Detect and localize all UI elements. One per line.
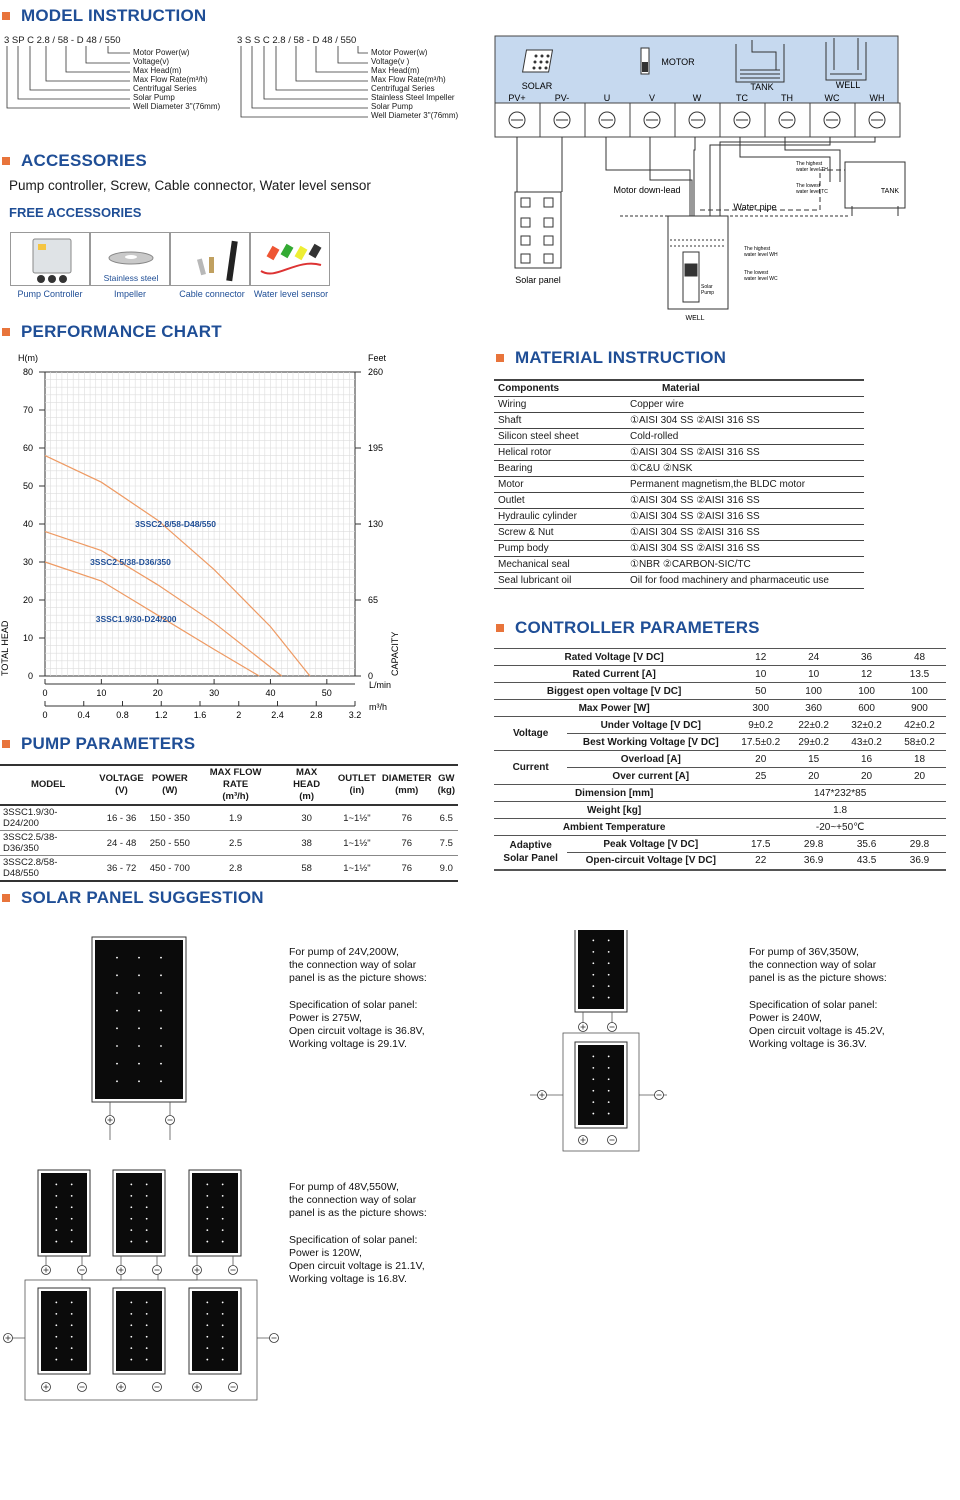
minus-terminal-icon	[608, 1023, 617, 1032]
series-label: 3SSC1.9/30-D24/200	[95, 614, 177, 624]
table-cell: Seal lubricant oil	[494, 573, 626, 589]
table-row	[494, 509, 864, 525]
table-cell: ①AISI 304 SS ②AISI 316 SS	[626, 445, 864, 461]
ctl-cell: 35.6	[840, 836, 893, 853]
table-cell: Permanent magnetism,the BLDC motor	[626, 477, 864, 493]
ctl-cell: 43±0.2	[840, 734, 893, 751]
ctl-cell: 600	[840, 700, 893, 717]
y2-tick-label: 65	[368, 595, 379, 605]
wiring-water-pipe-label: Water pipe	[733, 202, 777, 212]
x-tick-label: 10	[96, 688, 107, 698]
x2-tick-label: 2	[236, 710, 242, 718]
minus-terminal-icon	[655, 1091, 664, 1100]
y2-tick-label: 195	[368, 443, 384, 453]
table-cell: 76	[401, 812, 413, 824]
x-tick-label: 40	[265, 688, 276, 698]
table-cell: ①C&U ②NSK	[626, 461, 864, 477]
ctl-cell: 22	[734, 853, 787, 870]
ctl-ambient-value: -20~+50℃	[734, 819, 946, 836]
wiring-tank-box-label: TANK	[880, 188, 900, 195]
table-cell: Bearing	[494, 461, 626, 477]
y-tick-label: 60	[22, 443, 33, 453]
solar-icon	[523, 50, 553, 72]
ctl-rated-voltage-label: Rated Voltage [V DC]	[494, 649, 734, 666]
ctl-cell: 29.8	[893, 836, 946, 853]
y-tick-label: 30	[22, 557, 33, 567]
wiring-tank-high-label: The highest water level TH	[796, 161, 828, 173]
series-label: 3SSC2.5/38-D36/350	[90, 557, 171, 567]
x-tick-label: 20	[152, 688, 163, 698]
wiring-solar-label: SOLAR	[521, 81, 553, 91]
x2-tick-label: 1.6	[193, 710, 207, 718]
ctl-weight-label: Weight [kg]	[494, 802, 734, 819]
table-cell: Hydraulic cylinder	[494, 509, 626, 525]
ctl-cell: 10	[734, 666, 787, 683]
ctl-cell: 22±0.2	[787, 717, 840, 734]
wiring-diagram	[490, 30, 910, 330]
wiring-well-label: WELL	[835, 80, 861, 90]
table-cell: Helical rotor	[494, 445, 626, 461]
water-level-sensor-image	[250, 232, 330, 286]
ctl-dimension-value: 147*232*85	[734, 785, 946, 802]
x-tick-label: 0	[42, 688, 48, 698]
table-row	[494, 461, 864, 477]
y-tick-label: 10	[22, 633, 33, 643]
table-cell: Mechanical seal	[494, 557, 626, 573]
table-cell: 1~1½"	[343, 812, 371, 824]
ctl-rated-current-label: Rated Current [A]	[494, 666, 734, 683]
y2-tick-label: 130	[368, 519, 384, 529]
cable-connector-image	[170, 232, 250, 286]
accessory-label-sensor: Water level sensor	[253, 289, 329, 299]
wiring-solar-panel-label: Solar panel	[515, 275, 561, 285]
minus-terminal-icon	[78, 1266, 87, 1275]
minus-terminal-icon	[153, 1266, 162, 1275]
table-row	[494, 573, 864, 589]
terminal-label: U	[603, 93, 611, 103]
accessory-label-controller: Pump Controller	[17, 289, 83, 299]
wiring-well-low-label: The lowest water level WC	[744, 270, 778, 282]
plus-terminal-icon	[42, 1266, 51, 1275]
controller-title: CONTROLLER PARAMETERS	[496, 618, 760, 638]
x2-tick-label: 0	[42, 710, 48, 718]
table-cell: Cold-rolled	[626, 429, 864, 445]
model-instruction-title: MODEL INSTRUCTION	[2, 6, 206, 26]
table-cell: ①AISI 304 SS ②AISI 316 SS	[626, 509, 864, 525]
x-unit-label: L/min	[369, 680, 392, 690]
minus-terminal-icon	[166, 1116, 175, 1125]
table-row	[0, 856, 458, 882]
x2-tick-label: 2.8	[309, 710, 323, 718]
ctl-cell: 43.5	[840, 853, 893, 870]
table-cell: 250 - 550	[149, 837, 190, 849]
ctl-cell: 29.8	[787, 836, 840, 853]
table-cell: Motor	[494, 477, 626, 493]
ctl-max-power-label: Max Power [W]	[494, 700, 734, 717]
y-tick-label: 20	[22, 595, 33, 605]
table-cell: ①AISI 304 SS ②AISI 316 SS	[626, 541, 864, 557]
ctl-cell: 12	[840, 666, 893, 683]
wiring-pump-label: Solar Pump	[701, 284, 715, 296]
pump-params-title: PUMP PARAMETERS	[2, 734, 195, 754]
pp-header-outlet: OUTLET (in)	[337, 773, 376, 796]
table-cell: 450 - 700	[149, 862, 190, 874]
pump-params-table	[0, 764, 458, 882]
table-cell: ①AISI 304 SS ②AISI 316 SS	[626, 525, 864, 541]
model-code-b-brackets	[236, 44, 376, 124]
terminal-label: TH	[781, 93, 793, 103]
ctl-weight-value: 1.8	[734, 802, 946, 819]
terminal-label: PV+	[508, 93, 526, 103]
free-accessories-title: FREE ACCESSORIES	[9, 205, 142, 220]
material-header-material: Material	[626, 380, 864, 397]
ctl-cell: 32±0.2	[840, 717, 893, 734]
ctl-cell: 36.9	[787, 853, 840, 870]
solar-panel	[113, 1288, 165, 1374]
plus-terminal-icon	[4, 1334, 13, 1343]
terminal-label: WH	[869, 93, 885, 103]
ctl-cell: 24	[787, 649, 840, 666]
minus-terminal-icon	[608, 1136, 617, 1145]
y-tick-label: 0	[27, 671, 33, 681]
plus-terminal-icon	[117, 1383, 126, 1392]
ctl-cell: 900	[893, 700, 946, 717]
wiring-well-high-label: The highest water level WH	[744, 246, 778, 258]
ctl-cell: 58±0.2	[893, 734, 946, 751]
wiring-tank-low-label: The lowest water level TC	[796, 183, 828, 195]
table-row	[494, 557, 864, 573]
plus-terminal-icon	[579, 1136, 588, 1145]
impeller-overlay-label: Stainless steel	[103, 273, 159, 283]
table-row	[494, 477, 864, 493]
pp-header-power: POWER (W)	[151, 773, 188, 796]
pp-header-diameter: DIAMETER (mm)	[381, 773, 432, 796]
table-row	[494, 445, 864, 461]
plus-terminal-icon	[193, 1383, 202, 1392]
ctl-cell: 42±0.2	[893, 717, 946, 734]
performance-title: PERFORMANCE CHART	[2, 322, 222, 342]
table-cell: 1~1½"	[343, 837, 371, 849]
table-row	[0, 805, 458, 831]
table-cell: 76	[401, 862, 413, 874]
x2-tick-label: 0.4	[77, 710, 91, 718]
plus-terminal-icon	[117, 1266, 126, 1275]
minus-terminal-icon	[153, 1383, 162, 1392]
pp-header-flow: MAX FLOW RATE (m³/h)	[209, 767, 262, 802]
table-row	[494, 541, 864, 557]
terminal-label: WC	[824, 93, 840, 103]
table-row	[0, 831, 458, 856]
ctl-cell: 20	[787, 768, 840, 785]
terminal-label: TC	[736, 93, 748, 103]
x2-tick-label: 2.4	[271, 710, 284, 718]
ctl-cell: 12	[734, 649, 787, 666]
x2-tick-label: 0.8	[116, 710, 129, 718]
solar-panel	[575, 930, 627, 1012]
table-cell: Copper wire	[626, 397, 864, 413]
wiring-tank-label: TANK	[750, 82, 774, 92]
ctl-cell: 17.5±0.2	[734, 734, 787, 751]
table-cell: Shaft	[494, 413, 626, 429]
ctl-cell: 20	[893, 768, 946, 785]
table-cell: ①AISI 304 SS ②AISI 316 SS	[626, 413, 864, 429]
ctl-cell: 18	[893, 751, 946, 768]
solar-panel	[575, 1042, 627, 1128]
y-axis-label: TOTAL HEAD	[0, 620, 10, 676]
table-cell: Outlet	[494, 493, 626, 509]
table-cell: 6.5	[439, 812, 453, 824]
table-row	[494, 493, 864, 509]
y-tick-label: 70	[22, 405, 33, 415]
table-row	[494, 397, 864, 413]
table-cell: 1.9	[228, 812, 243, 824]
ctl-cell: 16	[840, 751, 893, 768]
y-tick-label: 50	[22, 481, 33, 491]
y2-axis-label: CAPACITY	[390, 631, 400, 676]
solar-desc-48v: For pump of 48V,550W, the connection way of solar panel is as the picture shows: Specification of solar panel: Power is 120W, Open circuit voltage is 21.1V, Working voltage is 16.8V.	[289, 1181, 427, 1286]
ctl-cell: 17.5	[734, 836, 787, 853]
x2-tick-label: 1.2	[154, 710, 168, 718]
table-cell: 3SSC2.5/38-D36/350	[3, 832, 58, 854]
ctl-overload-label: Overload [A]	[567, 751, 734, 768]
model-code-b: 3 S S C 2.8 / 58 - D 48 / 550	[237, 35, 357, 46]
ctl-over-current-label: Over current [A]	[567, 768, 734, 785]
model-code-b-items: Motor Power(w) Voltage(v ) Max Head(m) Max Flow Rate(m³/h) Centrifugal Series Stainless Steel Impeller Solar Pump Well Diameter 3"(76mm)	[371, 48, 459, 120]
table-cell: 36 - 72	[106, 862, 137, 874]
series-label: 3SSC2.8/58-D48/550	[135, 519, 216, 529]
solar-panel	[189, 1288, 241, 1374]
ctl-cell: 20	[734, 751, 787, 768]
table-row	[494, 525, 864, 541]
impeller-image	[90, 232, 170, 286]
table-cell: 58	[301, 862, 312, 874]
accessory-label-cable: Cable connector	[179, 289, 245, 299]
solar-desc-36v: For pump of 36V,350W, the connection way of solar panel is as the picture shows: Specification of solar panel: Power is 240W, Open circuit voltage is 45.2V, Working voltage is 36.3V.	[749, 946, 887, 1051]
table-row	[494, 429, 864, 445]
ctl-best-voltage-label: Best Working Voltage [V DC]	[567, 734, 734, 751]
ctl-adaptive-group: Adaptive Solar Panel	[494, 836, 567, 870]
x-tick-label: 30	[209, 688, 220, 698]
terminal-label: W	[692, 93, 702, 103]
accessories-text: Pump controller, Screw, Cable connector, Water level sensor	[9, 178, 371, 193]
solar-panel	[113, 1170, 165, 1256]
plus-terminal-icon	[579, 1023, 588, 1032]
table-cell: 2.8	[228, 862, 243, 874]
ctl-cell: 29±0.2	[787, 734, 840, 751]
controller-table	[494, 648, 946, 871]
ctl-cell: 100	[840, 683, 893, 700]
table-row	[494, 413, 864, 429]
y2-unit-label: Feet	[368, 353, 387, 363]
y-unit-label: H(m)	[18, 353, 38, 363]
pump-controller-image	[10, 232, 90, 286]
solar-title: SOLAR PANEL SUGGESTION	[2, 888, 264, 908]
pp-header-head: MAX HEAD (m)	[293, 767, 321, 802]
minus-terminal-icon	[229, 1266, 238, 1275]
ctl-voltage-group: Voltage	[494, 717, 567, 751]
accessories-title: ACCESSORIES	[2, 151, 147, 171]
table-cell: 38	[301, 837, 312, 849]
ctl-cell: 10	[787, 666, 840, 683]
terminal-label: PV-	[554, 93, 570, 103]
pp-header-voltage: VOLTAGE (V)	[99, 773, 144, 796]
plus-terminal-icon	[106, 1116, 115, 1125]
y2-tick-label: 260	[368, 367, 384, 377]
table-cell: 7.5	[439, 837, 453, 849]
table-cell: 76	[401, 837, 413, 849]
minus-terminal-icon	[270, 1334, 279, 1343]
ctl-cell: 100	[893, 683, 946, 700]
material-table	[494, 379, 864, 589]
table-cell: 16 - 36	[106, 812, 137, 824]
wiring-motor-label: MOTOR	[661, 57, 695, 67]
motor-icon	[641, 48, 649, 74]
minus-terminal-icon	[78, 1383, 87, 1392]
ctl-cell: 360	[787, 700, 840, 717]
x2-unit-label: m³/h	[369, 702, 387, 712]
terminal-label: V	[648, 93, 656, 103]
ctl-dimension-label: Dimension [mm]	[494, 785, 734, 802]
table-cell: 150 - 350	[149, 812, 190, 824]
wiring-well-bottom-label: WELL	[685, 315, 705, 322]
wiring-motor-lead-label: Motor down-lead	[613, 185, 681, 195]
ctl-cell: 300	[734, 700, 787, 717]
ctl-cell: 48	[893, 649, 946, 666]
plus-terminal-icon	[193, 1266, 202, 1275]
table-cell: 9.0	[439, 862, 453, 874]
plus-terminal-icon	[42, 1383, 51, 1392]
ctl-cell: 36	[840, 649, 893, 666]
table-cell: 30	[301, 812, 312, 824]
solar-panel	[38, 1288, 90, 1374]
solar-panel	[189, 1170, 241, 1256]
model-code-a: 3 SP C 2.8 / 58 - D 48 / 550	[4, 35, 121, 46]
y-tick-label: 80	[22, 367, 33, 377]
solar-panel	[38, 1170, 90, 1256]
accessory-label-impeller: Impeller	[113, 289, 146, 299]
table-cell: Oil for food machinery and pharmaceutic use	[626, 573, 864, 589]
table-cell: Screw & Nut	[494, 525, 626, 541]
table-cell: 1~1½"	[343, 862, 371, 874]
ctl-cell: 36.9	[893, 853, 946, 870]
model-code-a-items: Motor Power(w) Voltage(v) Max Head(m) Max Flow Rate(m³/h) Centrifugal Series Solar Pump Well Diameter 3"(76mm)	[133, 48, 221, 111]
material-title: MATERIAL INSTRUCTION	[496, 348, 726, 368]
plus-terminal-icon	[538, 1091, 547, 1100]
ctl-cell: 15	[787, 751, 840, 768]
ctl-open-voltage-label: Biggest open voltage [V DC]	[494, 683, 734, 700]
ctl-under-voltage-label: Under Voltage [V DC]	[567, 717, 734, 734]
table-cell: 2.5	[228, 837, 243, 849]
x-tick-label: 50	[321, 688, 332, 698]
table-cell: 24 - 48	[106, 837, 137, 849]
ctl-cell: 13.5	[893, 666, 946, 683]
table-cell: ①NBR ②CARBON-SIC/TC	[626, 557, 864, 573]
ctl-cell: 25	[734, 768, 787, 785]
pp-header-model: MODEL	[30, 779, 66, 790]
solar-panel	[92, 937, 186, 1102]
table-cell: Wiring	[494, 397, 626, 413]
y2-tick-label: 0	[368, 671, 374, 681]
solar-desc-24v: For pump of 24V,200W, the connection way of solar panel is as the picture shows: Specification of solar panel: Power is 275W, Open circuit voltage is 36.8V, Working voltage is 29.1V.	[289, 946, 427, 1051]
table-cell: 3SSC1.9/30-D24/200	[3, 807, 58, 829]
ctl-current-group: Current	[494, 751, 567, 785]
ctl-ambient-label: Ambient Temperature	[494, 819, 734, 836]
performance-chart	[0, 348, 400, 718]
ctl-cell: 100	[787, 683, 840, 700]
minus-terminal-icon	[229, 1383, 238, 1392]
x2-tick-label: 3.2	[348, 710, 362, 718]
table-cell: Silicon steel sheet	[494, 429, 626, 445]
table-cell: ①AISI 304 SS ②AISI 316 SS	[626, 493, 864, 509]
material-header-components: Components	[494, 380, 626, 397]
ctl-cell: 9±0.2	[734, 717, 787, 734]
ctl-cell: 20	[840, 768, 893, 785]
pp-header-gw: GW (kg)	[437, 773, 455, 796]
ctl-peak-voltage-label: Peak Voltage [V DC]	[567, 836, 734, 853]
y-tick-label: 40	[22, 519, 33, 529]
ctl-open-circuit-label: Open-circuit Voltage [V DC]	[567, 853, 734, 870]
table-cell: Pump body	[494, 541, 626, 557]
table-cell: 3SSC2.8/58-D48/550	[3, 857, 58, 879]
ctl-cell: 50	[734, 683, 787, 700]
